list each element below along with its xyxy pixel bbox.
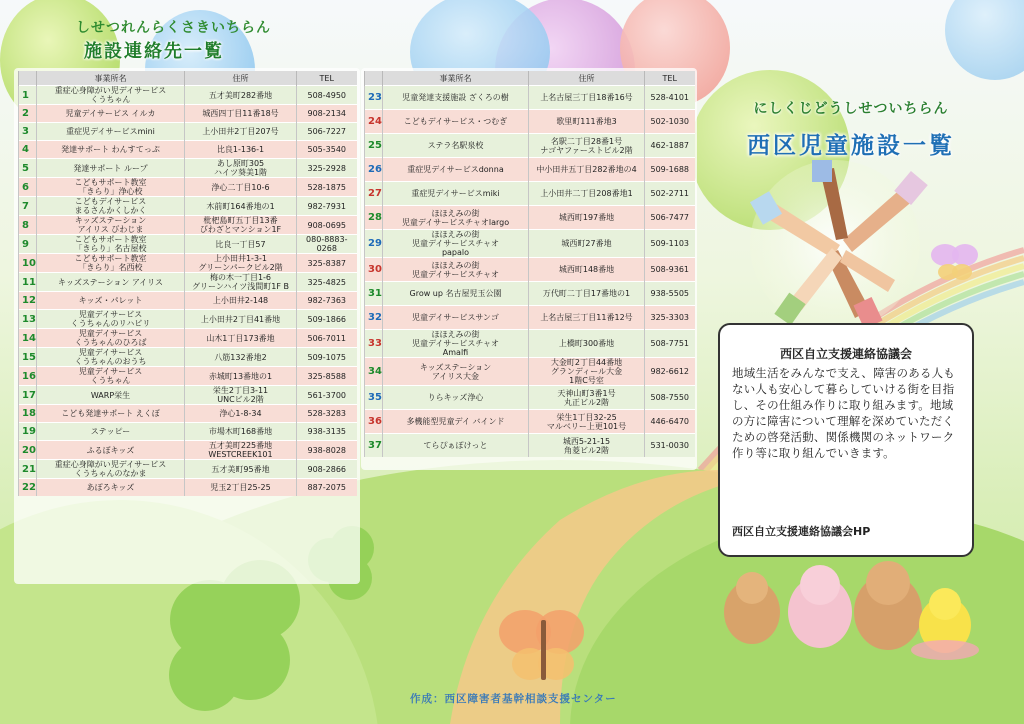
facility-table-left: [18, 71, 357, 496]
facility-number: 20: [19, 441, 37, 460]
facility-tel: 938-8028: [297, 441, 357, 460]
facility-address: 上小田井2丁目207号: [185, 123, 297, 141]
facility-number: 37: [365, 434, 383, 458]
facility-address: 枇杷島町五丁目13番 びわざとマンション1F: [185, 216, 297, 235]
table-header-row: [19, 71, 357, 86]
facility-number: 25: [365, 134, 383, 158]
facility-tel: 531-0030: [645, 434, 695, 458]
facility-name: こどもサポート教室 「きらり」名西校: [37, 254, 185, 273]
facility-name: 発達サポート ループ: [37, 159, 185, 178]
facility-number: 12: [19, 292, 37, 310]
table-row: [365, 358, 695, 386]
association-box: [718, 323, 974, 557]
facility-tel: 887-2075: [297, 479, 357, 497]
table-row: [19, 405, 357, 423]
facility-tel: 325-8387: [297, 254, 357, 273]
facility-address: 城西5-21-15 角菱ビル2階: [529, 434, 645, 458]
facility-number: 2: [19, 105, 37, 123]
facility-tel: 446-6470: [645, 410, 695, 434]
facility-address: 城西町148番地: [529, 258, 645, 282]
header-tel: TEL: [645, 71, 695, 86]
facility-tel: 080-8883-0268: [297, 235, 357, 254]
table-row: [365, 386, 695, 410]
table-row: [19, 273, 357, 292]
facility-name: キッズステーション アイリス びわじま: [37, 216, 185, 235]
table-row: [365, 282, 695, 306]
facility-tel: 528-1875: [297, 178, 357, 197]
table-row: [19, 367, 357, 386]
table-row: [19, 329, 357, 348]
facility-address: 比良一丁目57: [185, 235, 297, 254]
table-row: [365, 134, 695, 158]
facility-tel: 509-1688: [645, 158, 695, 182]
facility-tel: 505-3540: [297, 141, 357, 159]
header-address: 住所: [185, 71, 297, 86]
facility-name: 児童デイサービス くうちゃん: [37, 367, 185, 386]
facility-name: あぽろキッズ: [37, 479, 185, 497]
header-name: 事業所名: [383, 71, 529, 86]
table-row: [19, 159, 357, 178]
facility-name: 発達サポート わんすてっぷ: [37, 141, 185, 159]
banner-title: 西区児童施設一覧: [747, 133, 955, 159]
facility-tel: 982-6612: [645, 358, 695, 386]
facility-address: 上小田井2-148: [185, 292, 297, 310]
facility-tel: 908-2134: [297, 105, 357, 123]
table-row: [19, 479, 357, 497]
facility-address: あし原町305 ハイツ葵美1階: [185, 159, 297, 178]
facility-name: 重症児デイサービスmini: [37, 123, 185, 141]
facility-name: こどもデイサービス まるさんかくしかく: [37, 197, 185, 216]
facility-number: 18: [19, 405, 37, 423]
facility-tel: 509-1866: [297, 310, 357, 329]
table-row: [365, 306, 695, 330]
table-row: [19, 123, 357, 141]
facility-name: 重症心身障がい児デイサービス くうちゃんのなかま: [37, 460, 185, 479]
facility-address: 栄生1丁目32-25 マルベリー上更101号: [529, 410, 645, 434]
directory-subtitle: しせつれんらくさきいちらん: [76, 20, 271, 36]
facility-name: キッズステーション アイリス大金: [383, 358, 529, 386]
facility-number: 4: [19, 141, 37, 159]
table-row: [19, 178, 357, 197]
facility-address: 五才美町225番地 WESTCREEK101: [185, 441, 297, 460]
facility-name: ふるぼキッズ: [37, 441, 185, 460]
facility-number: 8: [19, 216, 37, 235]
facility-address: 上小田井1-3-1 グリーンパークビル2階: [185, 254, 297, 273]
header-tel: TEL: [297, 71, 357, 86]
facility-address: 市場木町168番地: [185, 423, 297, 441]
facility-number: 5: [19, 159, 37, 178]
facility-address: 赤城町13番地の1: [185, 367, 297, 386]
facility-tel: 325-8588: [297, 367, 357, 386]
facility-number: 14: [19, 329, 37, 348]
facility-number: 29: [365, 230, 383, 258]
facility-tel: 502-1030: [645, 110, 695, 134]
facility-number: 30: [365, 258, 383, 282]
facility-name: キッズ・パレット: [37, 292, 185, 310]
facility-address: 城西町27番地: [529, 230, 645, 258]
header-address: 住所: [529, 71, 645, 86]
facility-tel: 982-7363: [297, 292, 357, 310]
association-title: 西区自立支援連絡協議会: [779, 347, 912, 361]
banner-subtitle: にしくじどうしせついちらん: [753, 101, 949, 117]
facility-number: 17: [19, 386, 37, 405]
table-row: [19, 441, 357, 460]
facility-address: 大金町2丁目44番地 グランディール大金 1階C号室: [529, 358, 645, 386]
facility-tel: 506-7011: [297, 329, 357, 348]
table-row: [19, 460, 357, 479]
facility-tel: 908-2866: [297, 460, 357, 479]
facility-number: 27: [365, 182, 383, 206]
table-row: [365, 182, 695, 206]
facility-number: 9: [19, 235, 37, 254]
facility-address: 比良1-136-1: [185, 141, 297, 159]
facility-address: 上名古屋三丁目18番16号: [529, 86, 645, 110]
facility-name: こども発達サポート えくぼ: [37, 405, 185, 423]
facility-number: 32: [365, 306, 383, 330]
facility-address: 上小田井2丁目41番地: [185, 310, 297, 329]
facility-tel: 938-5505: [645, 282, 695, 306]
table-row: [365, 434, 695, 458]
table-row: [19, 105, 357, 123]
facility-address: 八筋132番地2: [185, 348, 297, 367]
facility-tel: 509-1103: [645, 230, 695, 258]
facility-tel: 508-4950: [297, 86, 357, 105]
facility-number: 19: [19, 423, 37, 441]
facility-name: 児童デイサービス イルカ: [37, 105, 185, 123]
facility-address: 山木1丁目173番地: [185, 329, 297, 348]
facility-address: 歌里町111番地3: [529, 110, 645, 134]
facility-name: こどもサポート教室 「きらり」名古屋校: [37, 235, 185, 254]
association-description: 地域生活をみんなで支え、障害のある人もない人も安心して暮らしていける街を目指し、その仕組み作りに取り組みます。地域の方に障害について理解を深めていただくための啓発活動、関係機関のネットワーク作り等に取り組んでいきます。: [732, 366, 955, 460]
butterfly-right: [931, 244, 978, 280]
facility-number: 34: [365, 358, 383, 386]
facility-number: 16: [19, 367, 37, 386]
facility-address: 上橋町300番地: [529, 330, 645, 358]
table-row: [19, 423, 357, 441]
table-row: [19, 348, 357, 367]
facility-address: 名駅二丁目28番1号 ナゴヤファーストビル2階: [529, 134, 645, 158]
facility-tel: 325-2928: [297, 159, 357, 178]
table-row: [19, 216, 357, 235]
facility-name: ほほえみの街 児童デイサービスチャオlargo: [383, 206, 529, 230]
facility-number: 35: [365, 386, 383, 410]
facility-address: 木前町164番地の1: [185, 197, 297, 216]
facility-number: 28: [365, 206, 383, 230]
facility-number: 36: [365, 410, 383, 434]
facility-address: 城西四丁目11番18号: [185, 105, 297, 123]
facility-number: 11: [19, 273, 37, 292]
table-row: [19, 141, 357, 159]
facility-address: 上小田井二丁目208番地1: [529, 182, 645, 206]
facility-name: 多機能型児童デイ バインド: [383, 410, 529, 434]
table-row: [19, 386, 357, 405]
header-no: [19, 71, 37, 86]
facility-number: 3: [19, 123, 37, 141]
facility-address: 児玉2丁目25-25: [185, 479, 297, 497]
table-row: [365, 206, 695, 230]
facility-number: 24: [365, 110, 383, 134]
facility-tel: 908-0695: [297, 216, 357, 235]
facility-name: 児童デイサービスサンゴ: [383, 306, 529, 330]
facility-name: Grow up 名古屋児玉公園: [383, 282, 529, 306]
facility-tel: 325-3303: [645, 306, 695, 330]
facility-address: 浄心1-8-34: [185, 405, 297, 423]
facility-number: 31: [365, 282, 383, 306]
table-row: [19, 292, 357, 310]
facility-address: 万代町二丁目17番地の1: [529, 282, 645, 306]
table-row: [365, 158, 695, 182]
facility-tel: 561-3700: [297, 386, 357, 405]
facility-name: こどもデイサービス・つむぎ: [383, 110, 529, 134]
facility-number: 21: [19, 460, 37, 479]
facility-tel: 325-4825: [297, 273, 357, 292]
facility-address: 五才美町95番地: [185, 460, 297, 479]
facility-name: 児童デイサービス くうちゃんのリハビリ: [37, 310, 185, 329]
facility-tel: 508-7751: [645, 330, 695, 358]
facility-table-right: [364, 71, 695, 457]
header-no: [365, 71, 383, 86]
blue-balloon-right: [945, 0, 1024, 80]
facility-address: 浄心二丁目10-6: [185, 178, 297, 197]
facility-tel: 502-2711: [645, 182, 695, 206]
table-row: [19, 254, 357, 273]
facility-address: 天神山町3番1号 丸正ビル2階: [529, 386, 645, 410]
facility-number: 33: [365, 330, 383, 358]
facility-name: りらキッズ浄心: [383, 386, 529, 410]
facility-address: 栄生2丁目3-11 UNCビル2階: [185, 386, 297, 405]
facility-number: 23: [365, 86, 383, 110]
facility-number: 10: [19, 254, 37, 273]
facility-number: 26: [365, 158, 383, 182]
table-row: [19, 235, 357, 254]
facility-name: 児童デイサービス くうちゃんのおうち: [37, 348, 185, 367]
facility-tel: 982-7931: [297, 197, 357, 216]
facility-name: 児童デイサービス くうちゃんのひろば: [37, 329, 185, 348]
facility-number: 15: [19, 348, 37, 367]
facility-name: ほほえみの街 児童デイサービスチャオ papalo: [383, 230, 529, 258]
facility-name: ほほえみの街 児童デイサービスチャオ: [383, 258, 529, 282]
facility-tel: 462-1887: [645, 134, 695, 158]
facility-address: 梅の木一丁目1-6 グリーンハイツ浅間町1F B: [185, 273, 297, 292]
facility-name: 重症児デイサービスdonna: [383, 158, 529, 182]
table-row: [19, 86, 357, 105]
table-row: [19, 310, 357, 329]
table-row: [365, 86, 695, 110]
table-row: [365, 330, 695, 358]
table-row: [365, 230, 695, 258]
table-row: [365, 258, 695, 282]
facility-name: WARP栄生: [37, 386, 185, 405]
facility-name: 児童発達支援施設 ざくろの樹: [383, 86, 529, 110]
facility-number: 22: [19, 479, 37, 497]
facility-tel: 508-7550: [645, 386, 695, 410]
directory-title: 施設連絡先一覧: [84, 41, 224, 62]
facility-address: 城西町197番地: [529, 206, 645, 230]
facility-name: キッズステーション アイリス: [37, 273, 185, 292]
facility-name: ほほえみの街 児童デイサービスチャオ Amalfi: [383, 330, 529, 358]
facility-tel: 938-3135: [297, 423, 357, 441]
table-row: [365, 110, 695, 134]
facility-address: 上名古屋三丁目11番12号: [529, 306, 645, 330]
facility-name: こどもサポート教室 「きらり」浄心校: [37, 178, 185, 197]
facility-address: 五才美町282番地: [185, 86, 297, 105]
association-hp-label: 西区自立支援連絡協議会HP: [732, 525, 871, 538]
facility-number: 6: [19, 178, 37, 197]
facility-address: 中小田井五丁目282番地の4: [529, 158, 645, 182]
header-name: 事業所名: [37, 71, 185, 86]
footer-credit: 作成：西区障害者基幹相談支援センター: [410, 693, 617, 705]
facility-tel: 509-1075: [297, 348, 357, 367]
facility-name: 重症児デイサービスmiki: [383, 182, 529, 206]
facility-number: 13: [19, 310, 37, 329]
facility-name: てらぴぁぽけっと: [383, 434, 529, 458]
facility-tel: 506-7227: [297, 123, 357, 141]
facility-name: ステッピー: [37, 423, 185, 441]
table-row: [365, 410, 695, 434]
table-row: [19, 197, 357, 216]
facility-name: ステラ名駅泉校: [383, 134, 529, 158]
table-header-row: [365, 71, 695, 86]
facility-number: 7: [19, 197, 37, 216]
facility-tel: 528-3283: [297, 405, 357, 423]
facility-tel: 508-9361: [645, 258, 695, 282]
facility-name: 重症心身障がい児デイサービス くうちゃん: [37, 86, 185, 105]
facility-tel: 506-7477: [645, 206, 695, 230]
facility-number: 1: [19, 86, 37, 105]
facility-tel: 528-4101: [645, 86, 695, 110]
